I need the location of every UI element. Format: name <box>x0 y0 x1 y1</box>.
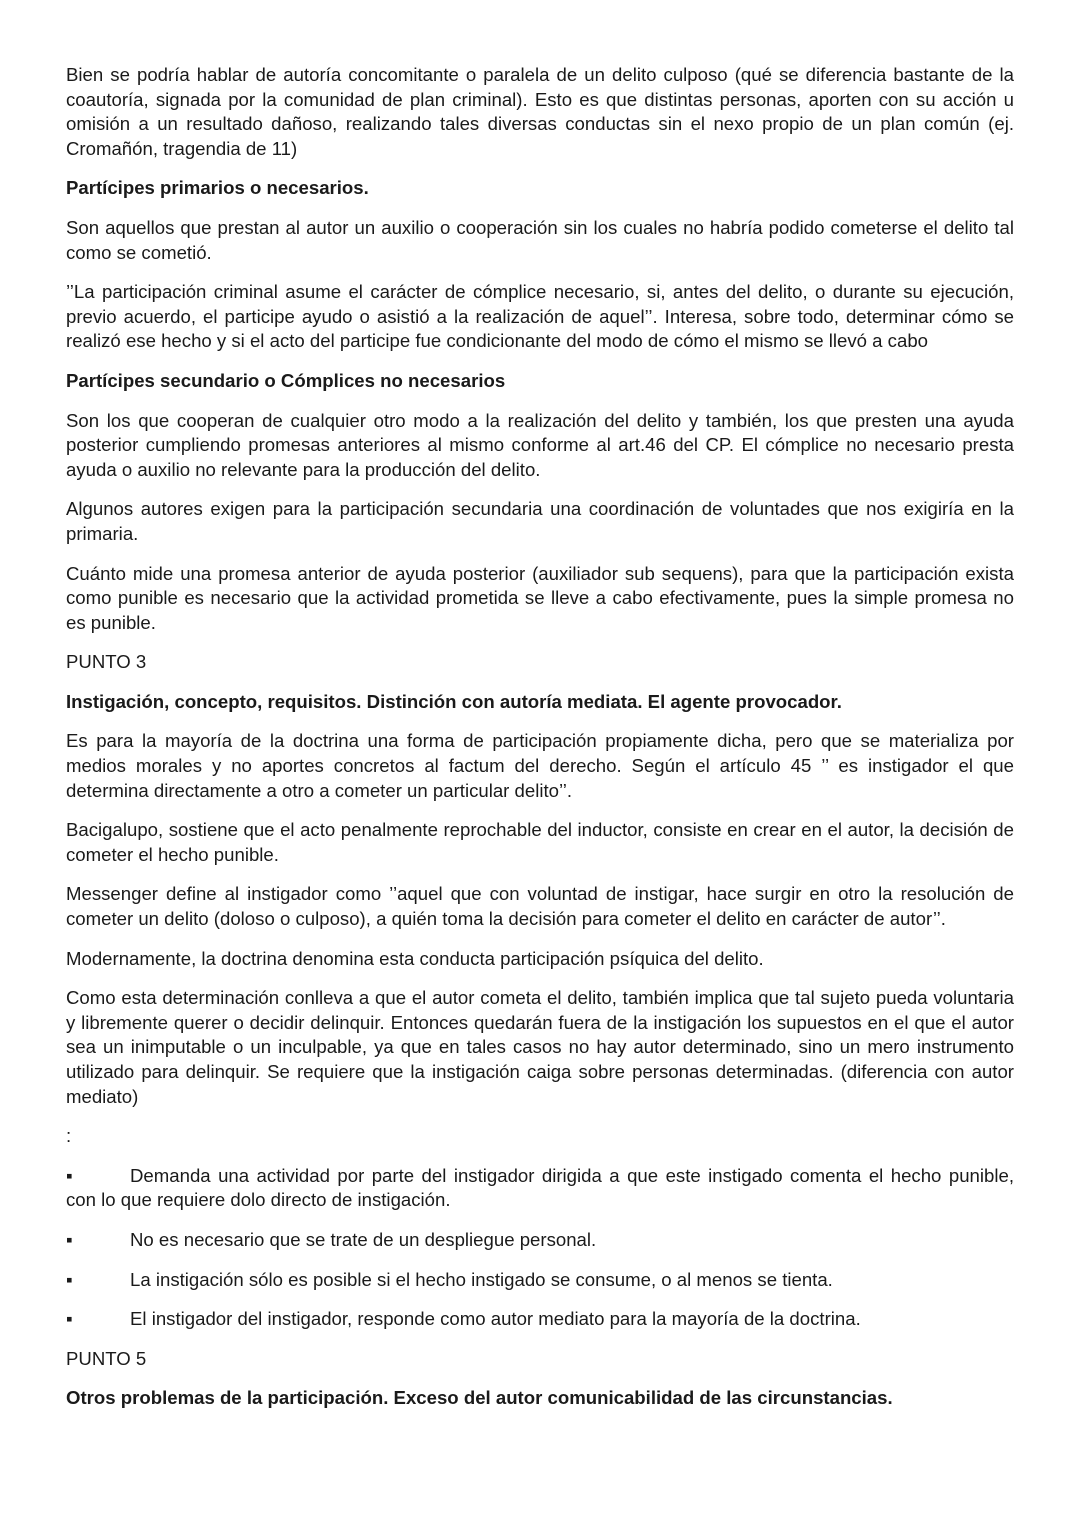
heading-instigacion: Instigación, concepto, requisitos. Distinción con autoría mediata. El agente provocador. <box>66 690 842 712</box>
heading-participes-secundarios: Partícipes secundario o Cómplices no necesarios <box>66 369 506 391</box>
paragraph-definicion-primarios: Son aquellos que prestan al autor un auxilio o cooperación sin los cuales no habría podido cometerse el delito tal como se cometió. <box>66 216 1014 263</box>
paragraph-bacigalupo: Bacigalupo, sostiene que el acto penalmente reprochable del inductor, consiste en crear en el autor, la decisión de cometer el hecho punible. <box>66 819 1014 865</box>
paragraph-definicion-secundarios: Son los que cooperan de cualquier otro modo a la realización del delito y también, los que presten una ayuda posterior cumpliendo promesas anteriores al mismo conforme al art.46 del CP. El cómplice no necesario presta ayuda o auxilio no relevante para la producción del delito. <box>66 409 1014 480</box>
bullet-square-icon: ▪ <box>66 1308 73 1330</box>
heading-participes-primarios: Partícipes primarios o necesarios. <box>66 177 369 199</box>
bullet-square-icon: ▪ <box>66 1164 73 1186</box>
paragraph-determinacion: Como esta determinación conlleva a que el autor cometa el delito, también implica que tal sujeto pueda voluntaria y libremente querer o decidir delinquir. Entonces quedarán fuera de la instigación los supuestos en el que el autor sea un inimputable o un inculpable, ya que en tales casos no hay autor determinado, sino un mero instrumento utilizado para delinquir. Se requiere que la instigación caiga sobre personas determinadas. (diferencia con autor mediato) <box>66 987 1014 1107</box>
bullet-item <box>66 1164 1014 1213</box>
paragraph-autoria-concomitante: Bien se podría hablar de autoría concomitante o paralela de un delito culposo (qué se diferencia bastante de la coautoría, signada por la comunidad de plan criminal). Esto es que distintas personas, aporten con su acción u omisión a un resultado dañoso, realizando tales diversas conductas sin el nexo propio de un plan común (ej. Cromañón, tragendia de 11) <box>66 64 1014 159</box>
bullet-text: Demanda una actividad por parte del instigador dirigida a que este instigado comenta el hecho punible, con lo que requiere dolo directo de instigación. <box>66 1164 1014 1211</box>
section-label-punto-5: PUNTO 5 <box>66 1347 147 1369</box>
bullet-text: La instigación sólo es posible si el hecho instigado se consume, o al menos se tienta. <box>130 1268 833 1290</box>
bullet-square-icon: ▪ <box>66 1228 73 1250</box>
paragraph-instigacion-doctrina: Es para la mayoría de la doctrina una forma de participación propiamente dicha, pero que se materializa por medios morales y no aportes concretos al factum del derecho. Según el artículo 45 ’’ es instigador el que determina directamente a otro a cometer un particular delito’’. <box>66 730 1014 801</box>
bullet-square-icon: ▪ <box>66 1268 73 1290</box>
section-label-punto-3: PUNTO 3 <box>66 651 147 673</box>
paragraph-participacion-psiquica: Modernamente, la doctrina denomina esta conducta participación psíquica del delito. <box>66 947 764 969</box>
paragraph-coordinacion-voluntades: Algunos autores exigen para la participación secundaria una coordinación de voluntades que nos exigiría en la primaria. <box>66 498 1014 544</box>
bullet-text: El instigador del instigador, responde como autor mediato para la mayoría de la doctrina. <box>130 1308 861 1330</box>
bullet-item <box>66 1228 1014 1253</box>
bullet-item <box>66 1307 1014 1332</box>
colon-line: : <box>66 1125 72 1147</box>
bullet-item <box>66 1268 1014 1293</box>
paragraph-promesa-anterior: Cuánto mide una promesa anterior de ayuda posterior (auxiliador sub sequens), para que la participación exista como punible es necesario que la actividad prometida se lleve a cabo efectivamente, pues la simple promesa no es punible. <box>66 562 1014 633</box>
paragraph-messenger: Messenger define al instigador como ’’aquel que con voluntad de instigar, hace surgir en otro la resolución de cometer un delito (doloso o culposo), a quién toma la decisión para cometer el delito en carácter de autor’’. <box>66 883 1014 930</box>
heading-otros-problemas: Otros problemas de la participación. Exceso del autor comunicabilidad de las circunstancias. <box>66 1387 893 1409</box>
paragraph-complice-necesario: ’’La participación criminal asume el carácter de cómplice necesario, si, antes del delito, o durante su ejecución, previo acuerdo, el participe ayudo o asistió a la realización de aquel’’. Interesa, sobre todo, determinar cómo se realizó ese hecho y si el acto del participe fue condicionante del modo de cómo el mismo se llevó a cabo <box>66 281 1014 352</box>
bullet-text: No es necesario que se trate de un despliegue personal. <box>130 1228 597 1250</box>
